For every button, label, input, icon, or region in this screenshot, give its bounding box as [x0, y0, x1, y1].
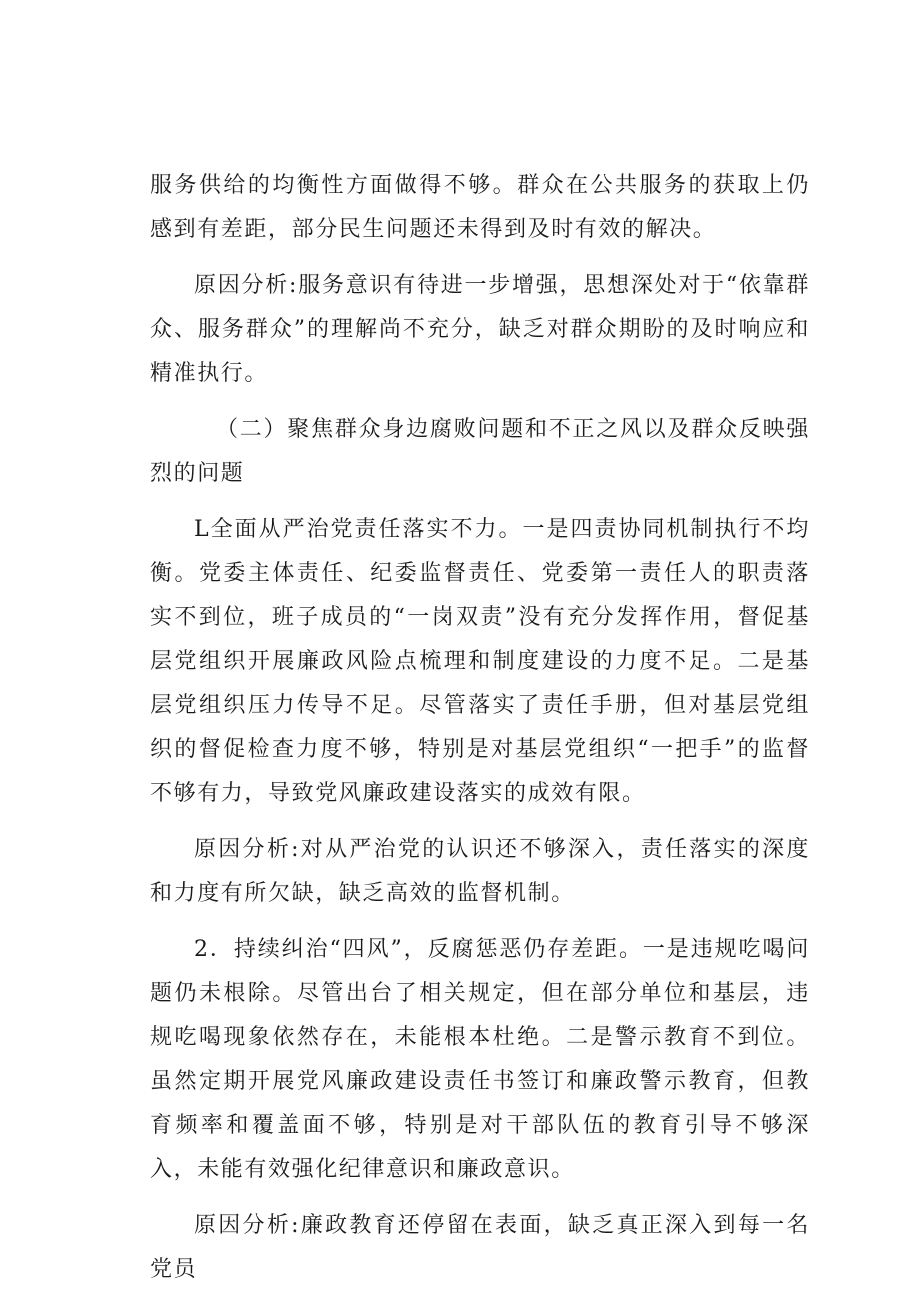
section-heading-2: （二）聚焦群众身边腐败问题和不正之风以及群众反映强烈的问题: [150, 417, 810, 486]
paragraph-item-1: L全面从严治党责任落实不力。一是四责协同机制执行不均衡。党委主体责任、纪委监督责任、党委第一责任人的职责落实不到位，班子成员的“一岗双责”没有充分发挥作用，督促基层党组织开展廉政风险点梳理和制度建设的力度不足。二是基层党组织压力传导不足。尽管落实了责任手册，但对基层党组织的督促检查力度不够，特别是对基层党组织“一把手”的监督不够有力，导致党风廉政建设落实的成效有限。: [150, 517, 810, 806]
paragraph-cause-analysis-1: 原因分析:服务意识有待进一步增强，思想深处对于“依靠群众、服务群众”的理解尚不充分，缺乏对群众期盼的及时响应和精准执行。: [150, 273, 810, 386]
paragraph-cause-analysis-2: 原因分析:对从严治党的认识还不够深入，责任落实的深度和力度有所欠缺，缺乏高效的监督机制。: [150, 837, 810, 906]
paragraph-item-2: 2．持续纠治“四风”，反腐惩恶仍存差距。一是违规吃喝问题仍未根除。尽管出台了相关规定，但在部分单位和基层，违规吃喝现象依然存在，未能根本杜绝。二是警示教育不到位。虽然定期开展党风廉政建设责任书签订和廉政警示教育，但教育频率和覆盖面不够，特别是对干部队伍的教育引导不够深入，未能有效强化纪律意识和廉政意识。: [150, 937, 810, 1182]
document-body: [150, 164, 810, 1292]
paragraph-service-supply: 服务供给的均衡性方面做得不够。群众在公共服务的获取上仍感到有差距，部分民生问题还未得到及时有效的解决。: [150, 173, 810, 242]
paragraph-cause-analysis-3: 原因分析:廉政教育还停留在表面，缺乏真正深入到每一名党员: [150, 1213, 810, 1282]
